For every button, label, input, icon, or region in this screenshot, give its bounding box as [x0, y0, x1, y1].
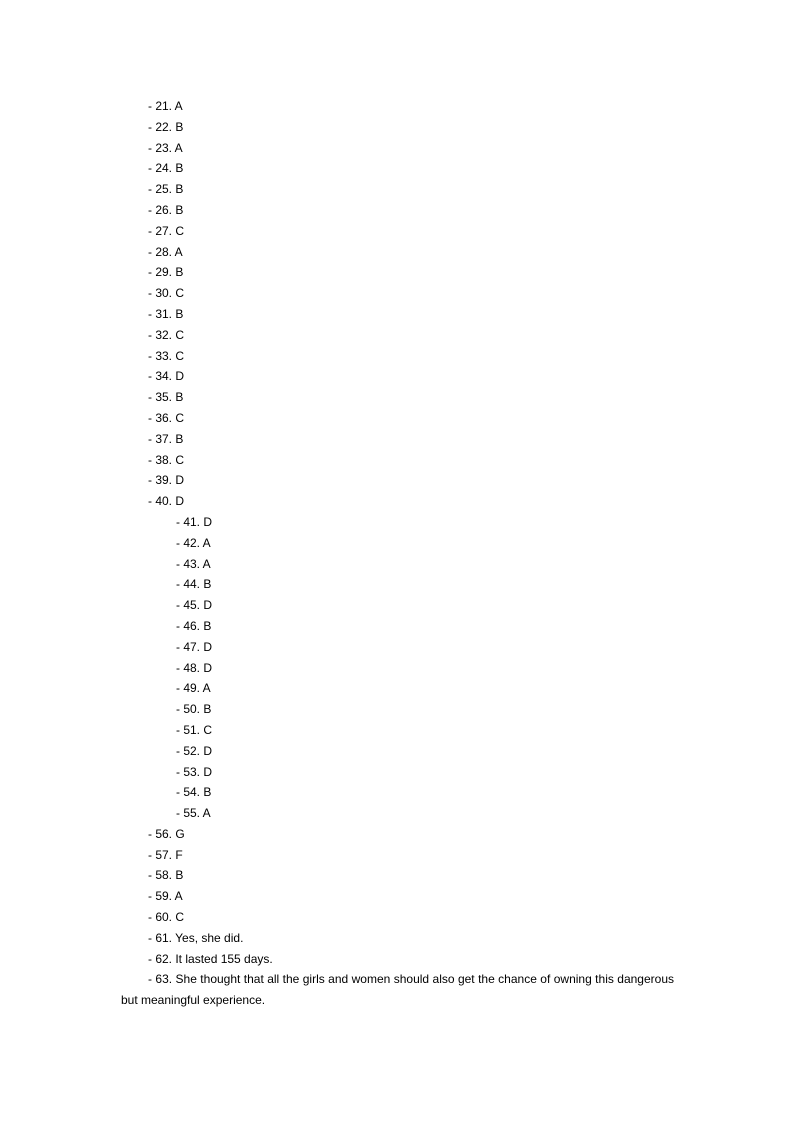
answer-line: - 28. A: [148, 244, 183, 259]
answer-line: - 26. B: [148, 202, 184, 217]
answer-line: - 51. C: [176, 722, 213, 737]
answer-line: - 47. D: [176, 639, 213, 654]
answer-line: - 21. A: [148, 99, 183, 113]
answer-line: - 61. Yes, she did.: [148, 930, 244, 945]
answer-line: - 27. C: [148, 223, 185, 238]
answer-line: - 35. B: [148, 390, 184, 405]
answer-line: - 59. A: [148, 889, 183, 904]
answer-line: - 55. A: [176, 806, 211, 821]
answer-line: - 52. D: [176, 743, 213, 758]
answer-line: - 23. A: [148, 140, 183, 155]
answer-line: - 42. A: [176, 535, 211, 550]
answer-line: - 37. B: [148, 431, 184, 446]
answer-line: - 45. D: [176, 598, 213, 613]
answer-line: - 33. C: [148, 348, 185, 363]
answer-line: - 39. D: [148, 473, 185, 488]
answer-line: - 60. C: [148, 910, 185, 925]
answer-line: - 30. C: [148, 286, 185, 301]
answer-line: - 25. B: [148, 182, 184, 197]
answer-line: - 44. B: [176, 577, 212, 592]
answer-line: - 34. D: [148, 369, 185, 384]
answer-line: - 36. C: [148, 410, 185, 425]
answer-line: - 56. G: [148, 826, 185, 841]
answer-line: - 41. D: [176, 514, 213, 529]
answer-list: [0, 96, 794, 969]
answer-line: - 31. B: [148, 306, 184, 321]
answer-line: - 24. B: [148, 161, 184, 176]
answer-line: - 57. F: [148, 847, 183, 862]
answer-line: - 58. B: [148, 868, 184, 883]
answer-line: - 32. C: [148, 327, 185, 342]
answer-line: - 29. B: [148, 265, 184, 280]
answer-line: - 50. B: [176, 702, 212, 717]
answer-line: - 22. B: [148, 119, 184, 134]
answer-line: - 53. D: [176, 764, 213, 779]
answer-line: - 48. D: [176, 660, 213, 675]
answer-line: - 38. C: [148, 452, 185, 467]
answer-paragraph: - 63. She thought that all the girls and women should also get the chance of owning this dangerous but meaningful experience.: [121, 972, 674, 1007]
answer-line: - 40. D: [148, 494, 185, 509]
answer-line: - 54. B: [176, 785, 212, 800]
answer-line: - 46. B: [176, 618, 212, 633]
answer-line: - 43. A: [176, 556, 211, 571]
answer-line: - 62. It lasted 155 days.: [148, 951, 273, 966]
answer-line: - 49. A: [176, 681, 211, 696]
